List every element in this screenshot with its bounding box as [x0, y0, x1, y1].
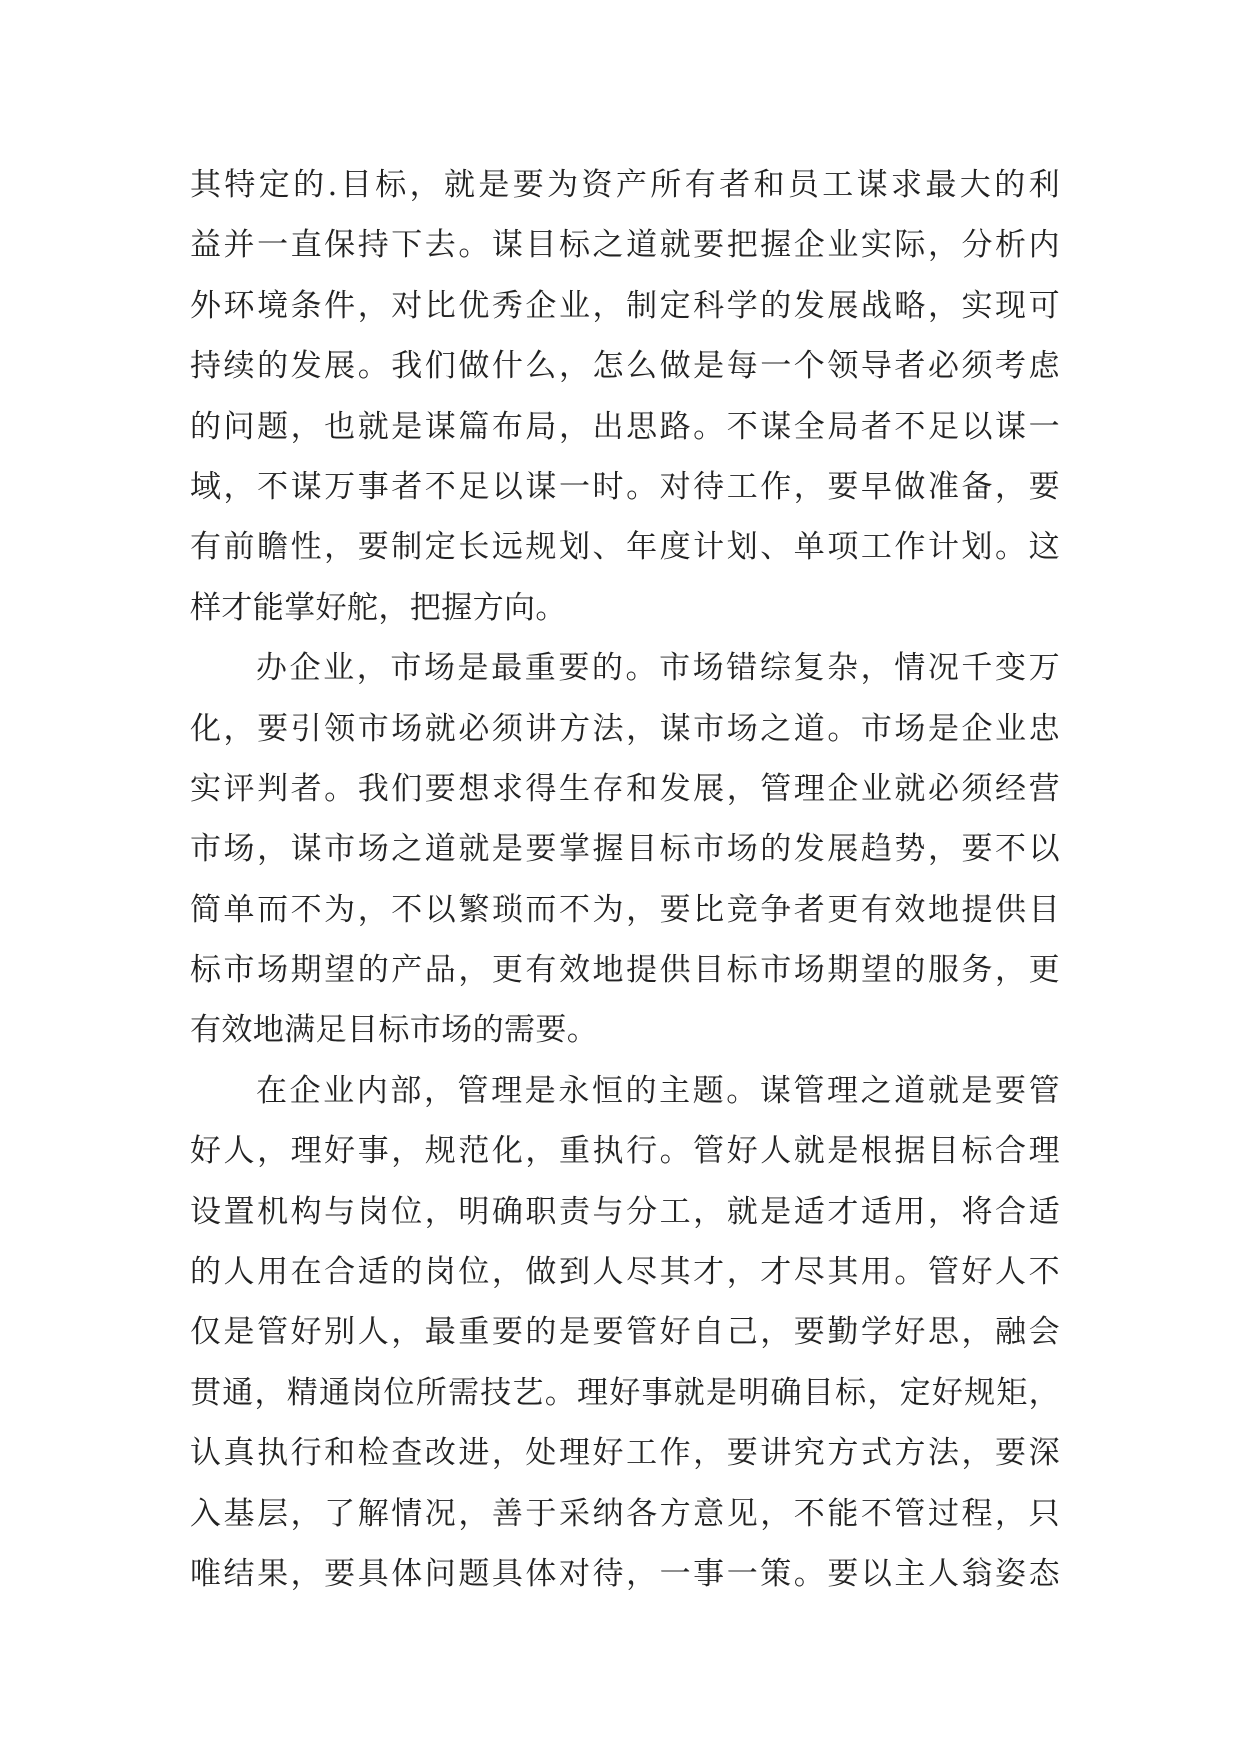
text-line: 简单而不为，不以繁琐而不为，要比竞争者更有效地提供目 — [190, 891, 1060, 928]
text-line: 样才能掌好舵，把握方向。 — [190, 589, 567, 626]
text-line: 标市场期望的产品，更有效地提供目标市场期望的服务，更 — [190, 952, 1060, 989]
text-line: 域，不谋万事者不足以谋一时。对待工作，要早做准备，要 — [190, 468, 1060, 505]
text-line: 办企业，市场是最重要的。市场错综复杂，情况千变万 — [256, 650, 1060, 687]
text-line: 其特定的.目标，就是要为资产所有者和员工谋求最大的利 — [190, 167, 1060, 203]
body-text — [190, 155, 1060, 1604]
paragraph-3 — [190, 1061, 1060, 1605]
text-line: 外环境条件，对比优秀企业，制定科学的发展战略，实现可 — [190, 287, 1060, 324]
text-line: 唯结果，要具体问题具体对待，一事一策。要以主人翁姿态 — [190, 1555, 1060, 1592]
text-line: 市场，谋市场之道就是要掌握目标市场的发展趋势，要不以 — [190, 831, 1060, 868]
text-line: 贯通，精通岗位所需技艺。理好事就是明确目标，定好规矩， — [190, 1374, 1060, 1411]
text-line: 在企业内部，管理是永恒的主题。谋管理之道就是要管 — [256, 1072, 1060, 1109]
text-line: 的问题，也就是谋篇布局，出思路。不谋全局者不足以谋一 — [190, 408, 1060, 445]
text-line: 的人用在合适的岗位，做到人尽其才，才尽其用。管好人不 — [190, 1254, 1060, 1291]
text-line: 认真执行和检查改进，处理好工作，要讲究方式方法，要深 — [190, 1435, 1060, 1472]
text-line: 入基层，了解情况，善于采纳各方意见，不能不管过程，只 — [190, 1495, 1060, 1532]
text-line: 好人，理好事，规范化，重执行。管好人就是根据目标合理 — [190, 1133, 1060, 1170]
text-line: 仅是管好别人，最重要的是要管好自己，要勤学好思，融会 — [190, 1314, 1060, 1351]
paragraph-2 — [190, 638, 1060, 1061]
text-line: 设置机构与岗位，明确职责与分工，就是适才适用，将合适 — [190, 1193, 1060, 1230]
text-line: 实评判者。我们要想求得生存和发展，管理企业就必须经营 — [190, 770, 1060, 807]
text-line: 化，要引领市场就必须讲方法，谋市场之道。市场是企业忠 — [190, 710, 1060, 747]
text-line: 有效地满足目标市场的需要。 — [190, 1012, 599, 1049]
text-line: 持续的发展。我们做什么，怎么做是每一个领导者必须考虑 — [190, 348, 1060, 385]
text-line: 有前瞻性，要制定长远规划、年度计划、单项工作计划。这 — [190, 529, 1060, 566]
paragraph-1 — [190, 155, 1060, 638]
text-line: 益并一直保持下去。谋目标之道就要把握企业实际，分析内 — [190, 227, 1060, 264]
